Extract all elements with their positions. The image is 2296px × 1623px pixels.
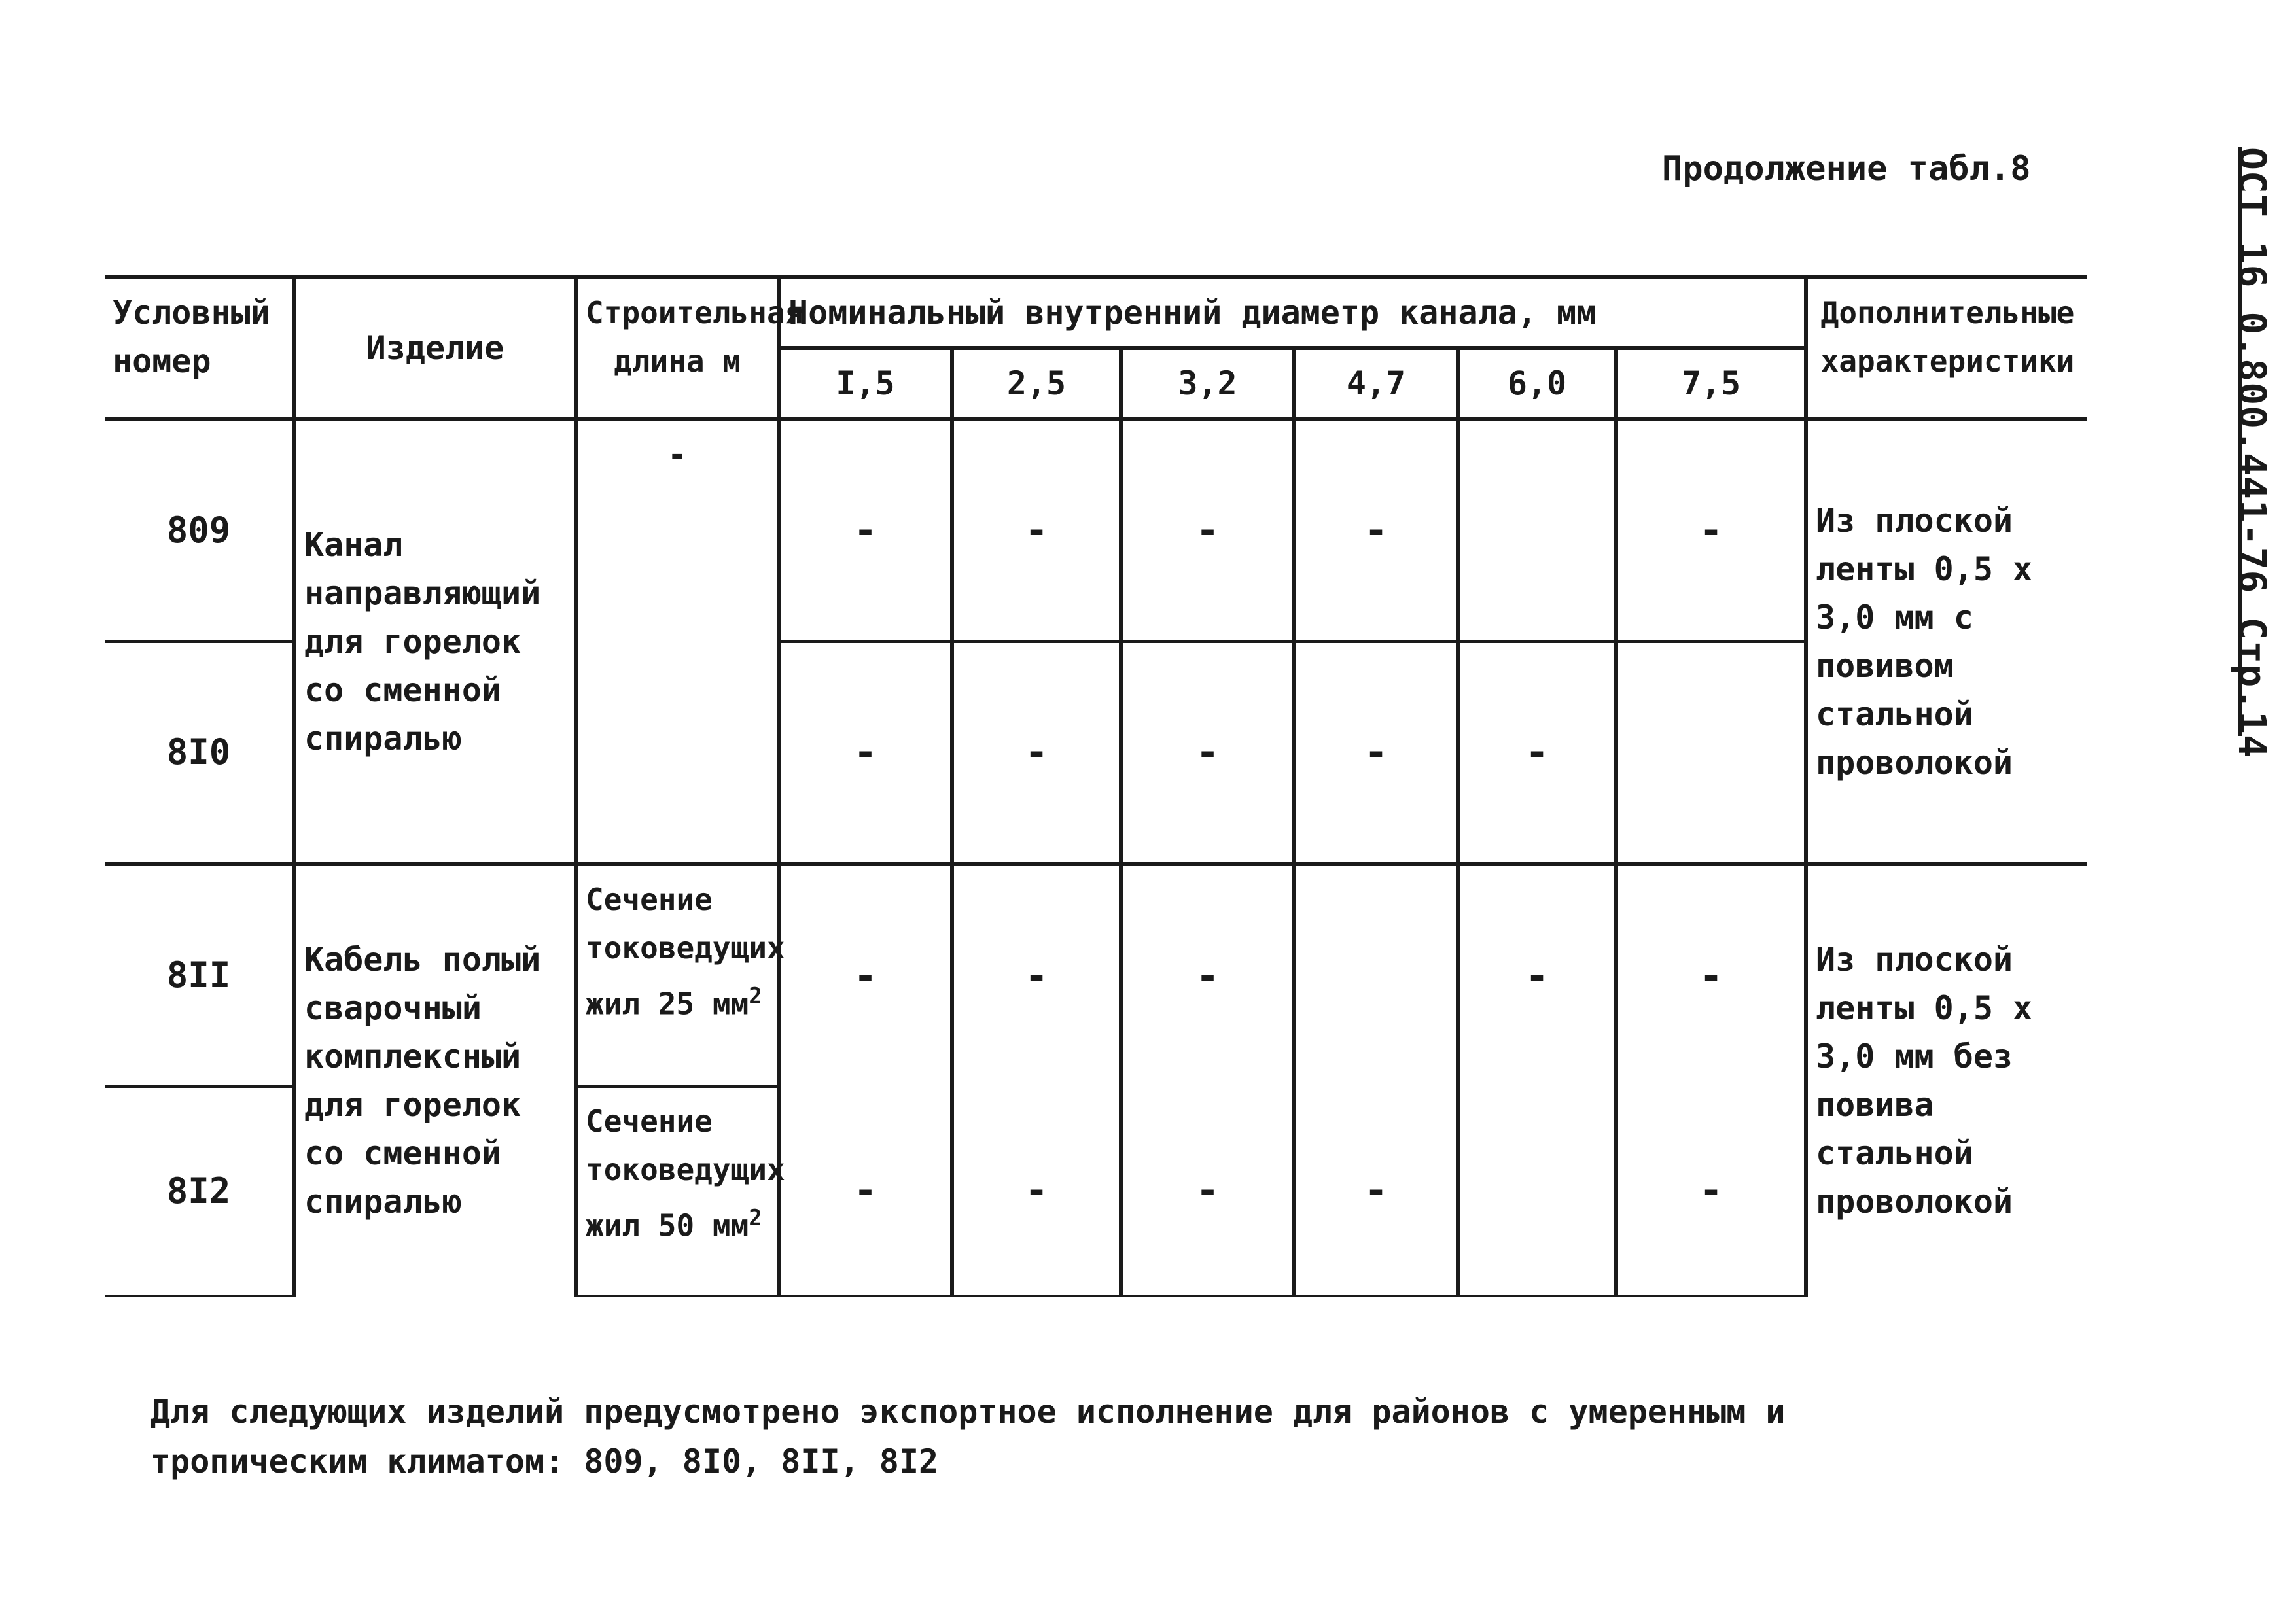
- row-number: 809: [105, 419, 294, 642]
- value-cell: -: [1294, 642, 1458, 864]
- extra-cell: Из плоской ленты 0,5 х 3,0 мм без повива стальной проволокой: [1806, 864, 2087, 1296]
- value-cell: -: [952, 864, 1121, 1087]
- value-cell: [1458, 1087, 1616, 1296]
- value-cell: -: [779, 419, 952, 642]
- value-cell: -: [1121, 1087, 1294, 1296]
- length-cell: [576, 1087, 785, 1296]
- header-diameter-5: 6,0: [1458, 348, 1616, 419]
- header-length: Строительная длина м: [576, 277, 779, 419]
- header-diameter-4: 4,7: [1294, 348, 1458, 419]
- value-cell: -: [1616, 864, 1806, 1087]
- product-cell: Кабель полый сварочный комплексный для горелок со сменной спиралью: [294, 864, 576, 1296]
- value-cell: -: [952, 642, 1121, 864]
- value-cell: [1616, 642, 1806, 864]
- value-cell: -: [1616, 1087, 1806, 1296]
- value-cell: -: [1294, 1087, 1458, 1296]
- length-text: Сечение токоведущих жил 50 мм: [586, 1104, 785, 1244]
- value-cell: -: [1121, 419, 1294, 642]
- row-number: 8II: [105, 864, 294, 1087]
- value-cell: -: [779, 864, 952, 1087]
- table-row: [105, 419, 2087, 642]
- value-cell: -: [1121, 864, 1294, 1087]
- header-diameter-2: 2,5: [952, 348, 1121, 419]
- table-row: [105, 864, 2087, 1087]
- value-cell: -: [1121, 642, 1294, 864]
- header-cond-number: Условный номер: [105, 277, 294, 419]
- length-cell: [576, 864, 785, 1087]
- document-code-margin: [2230, 147, 2284, 758]
- row-number: 8I0: [105, 642, 294, 864]
- spec-table: [105, 275, 2087, 1297]
- continuation-label: Продолжение табл.8: [1662, 149, 2031, 188]
- export-note: Для следующих изделий предусмотрено экспортное исполнение для районов с умеренным и тропическим климатом: 809, 8I0, 8II, 8I2: [150, 1393, 1786, 1480]
- value-cell: -: [1294, 419, 1458, 642]
- value-cell: -: [779, 642, 952, 864]
- value-cell: [1458, 419, 1616, 642]
- value-cell: -: [1458, 864, 1616, 1087]
- value-cell: -: [1616, 419, 1806, 642]
- extra-cell: Из плоской ленты 0,5 х 3,0 мм с повивом стальной проволокой: [1806, 419, 2087, 864]
- header-diameter-3: 3,2: [1121, 348, 1294, 419]
- header-diameter-6: 7,5: [1616, 348, 1806, 419]
- value-cell: [1294, 864, 1458, 1087]
- length-cell: -: [576, 419, 779, 864]
- value-cell: -: [952, 419, 1121, 642]
- length-superscript: 2: [749, 1205, 762, 1231]
- value-cell: -: [1458, 642, 1616, 864]
- value-cell: -: [952, 1087, 1121, 1296]
- length-text: Сечение токоведущих жил 25 мм: [586, 882, 785, 1022]
- header-row: [105, 277, 2087, 349]
- header-diameter-group: Номинальный внутренний диаметр канала, мм: [779, 277, 1806, 349]
- header-product: Изделие: [294, 277, 576, 419]
- length-superscript: 2: [749, 983, 762, 1009]
- header-extra: Дополнительные характеристики: [1806, 277, 2087, 419]
- header-diameter-1: I,5: [779, 348, 952, 419]
- value-cell: -: [779, 1087, 952, 1296]
- product-cell: Канал направляющий для горелок со сменной спиралью: [294, 419, 576, 864]
- document-code: ОСТ 16 0.800.441-76 Стр.14: [2230, 147, 2274, 758]
- row-number: 8I2: [105, 1087, 294, 1296]
